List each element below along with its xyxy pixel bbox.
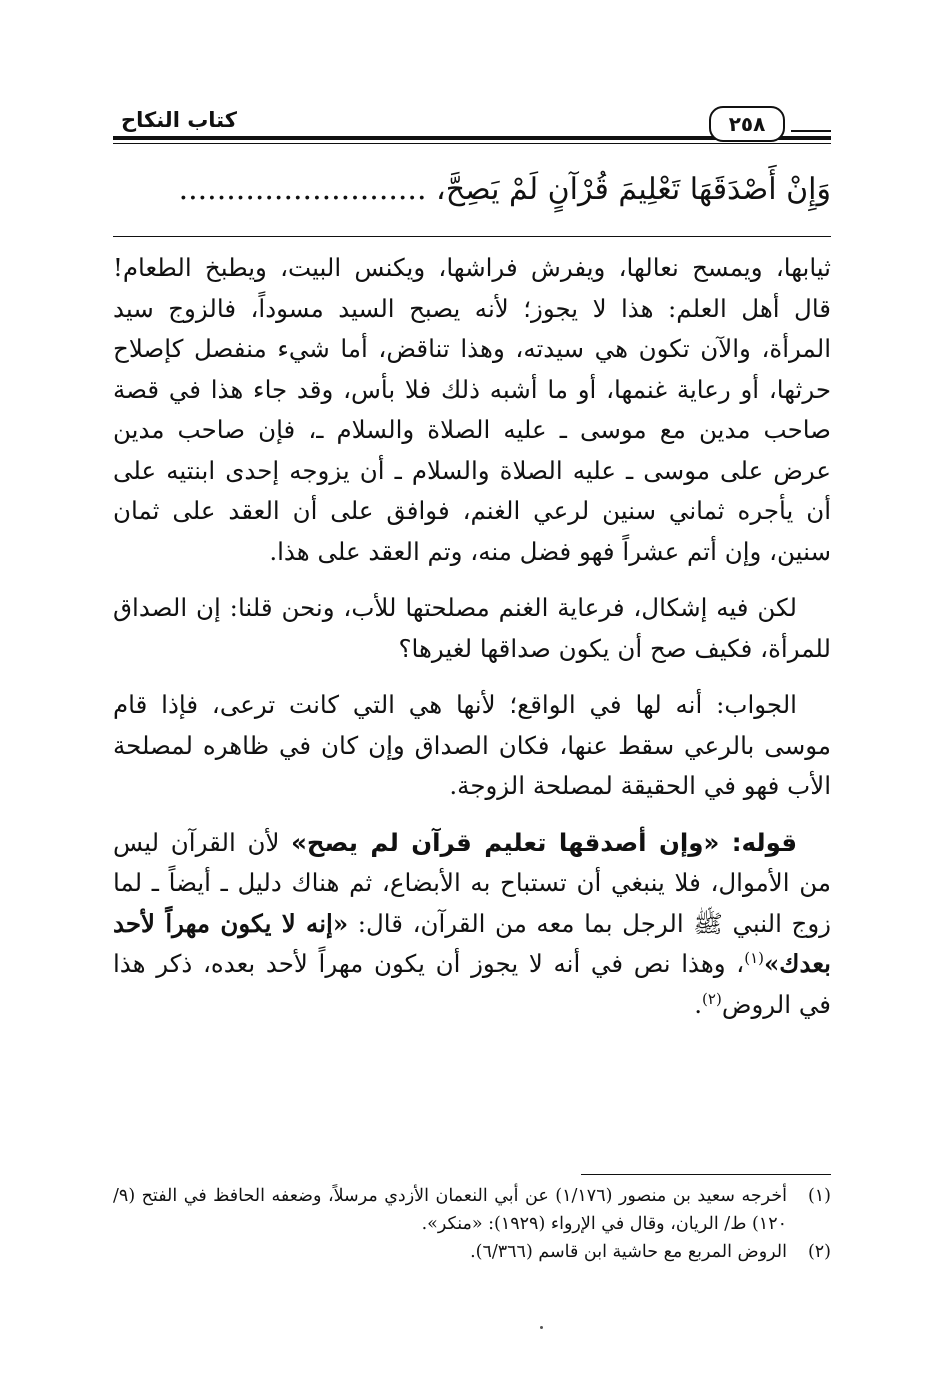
header-rule-thin bbox=[113, 143, 831, 144]
footnote-2 bbox=[113, 1238, 831, 1266]
commentary-body bbox=[113, 248, 831, 1041]
footnote-text: الروض المربع مع حاشية ابن قاسم (٦/٣٦٦). bbox=[470, 1242, 787, 1262]
page-number: ٢٥٨ bbox=[709, 106, 785, 142]
footnote-number: (٢) bbox=[807, 1242, 831, 1262]
matn-line: وَإِنْ أَصْدَقَهَا تَعْلِيمَ قُرْآنٍ لَمْ يَصِحَّ، .......................... bbox=[178, 172, 831, 207]
paragraph-4-text-3: . bbox=[694, 989, 703, 1019]
page-header bbox=[113, 100, 831, 160]
paragraph-2: لكن فيه إشكال، فرعاية الغنم مصلحتها للأب، ونحن قلنا: إن الصداق للمرأة، فكيف صح أن يكون صداقها لغيرها؟ bbox=[113, 593, 831, 663]
page-speck bbox=[540, 1326, 543, 1329]
running-title: كتاب النكاح bbox=[121, 108, 237, 132]
footnote-number: (١) bbox=[807, 1186, 831, 1206]
paragraph-4-text-1: لأن القرآن ليس من الأموال، فلا ينبغي أن تستباح به الأبضاع، ثم هناك دليل ـ أيضاً ـ لما زوج النبي ﷺ الرجل بما معه من القرآن، قال: bbox=[113, 827, 831, 938]
paragraph-4 bbox=[113, 823, 831, 1026]
footnotes bbox=[113, 1182, 831, 1266]
paragraph-3: الجواب: أنه لها في الواقع؛ لأنها هي التي كانت ترعى، فإذا قام موسى بالرعي سقط عنها، فكان الصداق وإن كان في ظاهره لمصلحة الأب فهو في الحقيقة لمصلحة الزوجة. bbox=[113, 690, 831, 800]
footnote-divider bbox=[581, 1174, 831, 1175]
footnote-ref-2[interactable]: (٢) bbox=[702, 989, 722, 1008]
footnote-1 bbox=[113, 1182, 831, 1238]
header-rule-stub bbox=[791, 130, 831, 132]
paragraph-4-text-2: ، وهذا نص في أنه لا يجوز أن يكون مهراً لأحد بعده، ذكر هذا في الروض bbox=[113, 949, 831, 1019]
hadith-quote: «إنه لا يكون مهراً لأحد بعدك» bbox=[113, 908, 831, 978]
footnote-text: أخرجه سعيد بن منصور (١/١٧٦) عن أبي النعمان الأزدي مرسلاً، وضعفه الحافظ في الفتح (٩/ ١٢٠) ط/ الريان، وقال في الإرواء (١٩٢٩): «منكر». bbox=[113, 1186, 787, 1234]
quoted-matn: قوله: «وإن أصدقها تعليم قرآن لم يصح» bbox=[291, 827, 798, 857]
footnote-ref-1[interactable]: (١) bbox=[744, 948, 764, 967]
matn-divider bbox=[113, 236, 831, 237]
paragraph-1: ثيابها، ويمسح نعالها، ويفرش فراشها، ويكنس البيت، ويطبخ الطعام! قال أهل العلم: هذا لا يجوز؛ لأنه يصبح السيد مسوداً، فالزوج سيد المرأة، والآن تكون هي سيدته، وهذا تناقض، أما شيء منفصل كإصلاح حرثها، أو رعاية غنمها، أو ما أشبه ذلك فلا بأس، وقد جاء هذا في قصة صاحب مدين مع موسى ـ عليه الصلاة والسلام ـ، فإن صاحب مدين عرض على موسى ـ عليه الصلاة والسلام ـ أن يزوجه إحدى ابنتيه على أن يأجره ثماني سنين لرعي الغنم، فوافق على أن العقد على ثمان سنين، وإن أتم عشراً فهو فضل منه، وتم العقد على هذا. bbox=[113, 253, 831, 566]
